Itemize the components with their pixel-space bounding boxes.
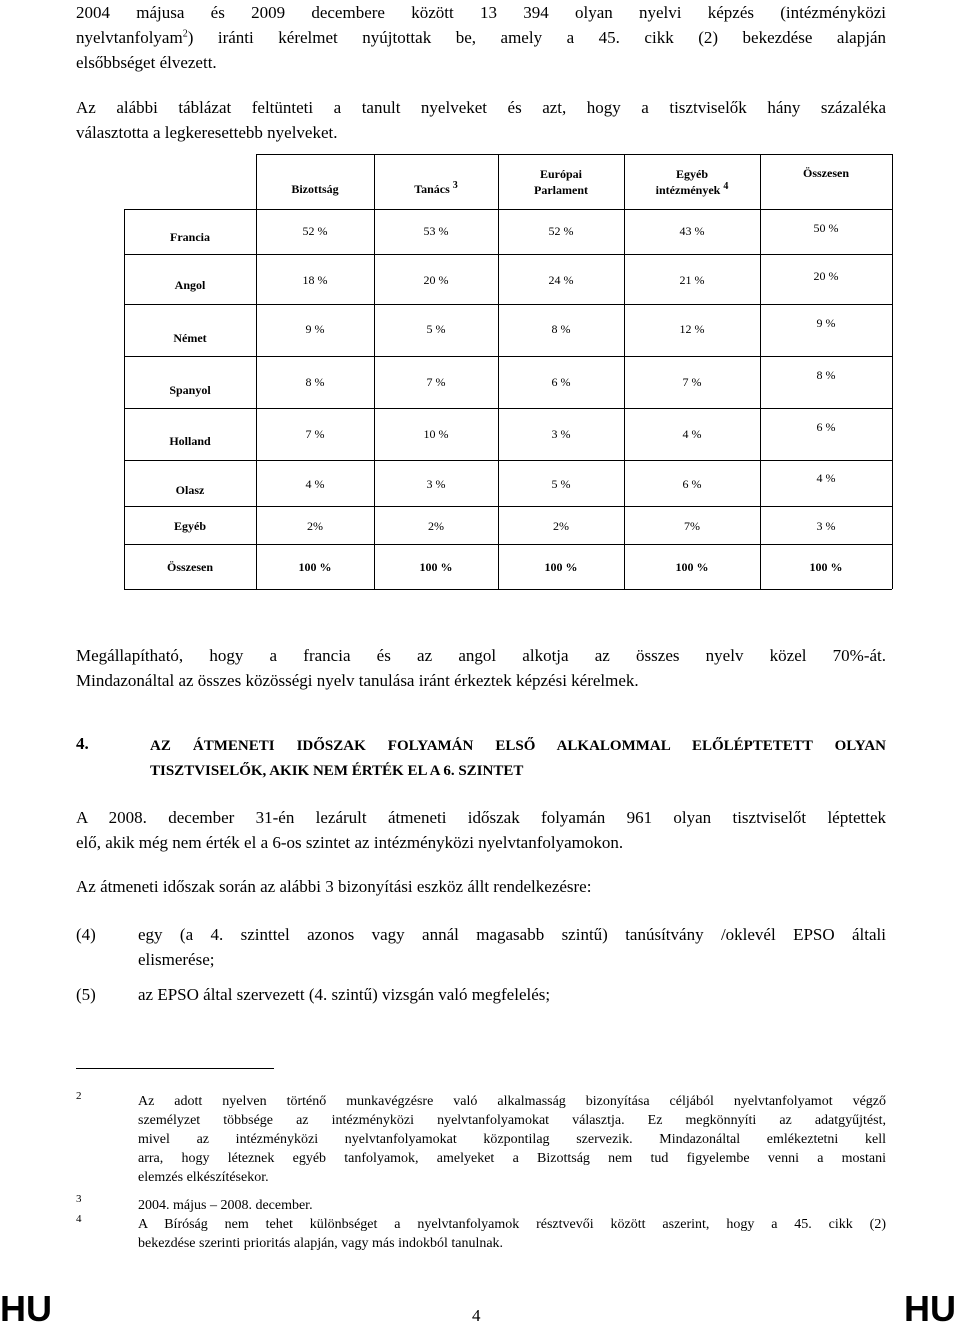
row-label-egyeb: Egyéb (173, 519, 206, 533)
intro-p1-line-2 (76, 25, 886, 50)
row-label-olasz: Olasz (175, 483, 205, 497)
table-cell: 8 % (816, 368, 836, 382)
header-tanacs-label: Tanács (414, 182, 450, 196)
table-cell: 4 % (305, 477, 325, 491)
table-cell: 6 % (551, 375, 571, 389)
language-table (124, 154, 894, 589)
table-cell: 50 % (813, 221, 839, 235)
table-cell: 43 % (679, 224, 705, 238)
table-cell: 5 % (551, 477, 571, 491)
footnote-separator (76, 1068, 274, 1069)
footnote-line: arra, hogy léteznek egyéb tanfolyamok, amelyeket a Bizottság nem tud figyelembe venni a mostani (138, 1151, 886, 1166)
table-cell: 3 % (426, 477, 446, 491)
section-number: 4. (76, 734, 89, 753)
list-item-number: (4) (76, 925, 96, 944)
header-bizottsag: Bizottság (291, 182, 339, 196)
after-table-paragraph (76, 643, 886, 693)
footnote-line: elemzés elkészítésekor. (138, 1170, 269, 1185)
section-heading (150, 734, 886, 784)
footnote-line: 2004. május – 2008. december. (138, 1198, 313, 1213)
table-cell: 6 % (682, 477, 702, 491)
intro-paragraph-1 (76, 0, 886, 75)
row-label-francia: Francia (170, 230, 210, 244)
footnote-line: mivel az intézményközi nyelvtanfolyamokat központilag szervezik. Mindazonáltal emlékeztetni kell (138, 1132, 886, 1147)
header-osszesen: Összesen (803, 166, 849, 180)
header-egyeb-line-1: Egyéb (675, 167, 708, 181)
footnote-ref-4[interactable]: 4 (723, 181, 729, 192)
table-cell: 4 % (682, 427, 702, 441)
intro-p1-line-2a: nyelvtanfolyam (76, 28, 183, 47)
row-label-osszesen: Összesen (167, 560, 213, 574)
section4-paragraph-2: Az átmeneti időszak során az alábbi 3 bizonyítási eszköz állt rendelkezésre: (76, 877, 592, 896)
section4-p1-line-2: elő, akik még nem érték el a 6-os szintet az intézményközi nyelvtanfolyamokon. (76, 833, 624, 852)
header-egyeb-line-2 (624, 182, 760, 198)
table-cell: 53 % (423, 224, 449, 238)
table-cell: 3 % (816, 519, 836, 533)
list-item-number: (5) (76, 985, 96, 1004)
table-cell: 52 % (548, 224, 574, 238)
table-cell: 5 % (426, 322, 446, 336)
list-item-line-2: elismerése; (138, 950, 215, 969)
table-cell: 10 % (423, 427, 449, 441)
after-table-line-1: Megállapítható, hogy a francia és az angol alkotja az összes nyelv közel 70%-át. (76, 646, 886, 665)
footnote-ref-3[interactable]: 3 (452, 180, 458, 191)
page-number: 4 (472, 1306, 481, 1325)
row-label-angol: Angol (174, 278, 206, 292)
table-cell: 100 % (419, 560, 453, 574)
footnote-3 (138, 1196, 886, 1215)
footnote-ref-2[interactable]: 2 (182, 28, 188, 40)
footnote-line: személyzet többsége az intézményközi nyelvtanfolyamokat választja. Ez megkönnyíti az adatgyűjtést, (138, 1113, 886, 1128)
table-cell: 20 % (423, 273, 449, 287)
table-cell: 100 % (298, 560, 332, 574)
table-cell: 8 % (551, 322, 571, 336)
section4-p1-line-1: A 2008. december 31-én lezárult átmeneti időszak folyamán 961 olyan tisztviselőt léptettek (76, 808, 886, 827)
footnote-line: Az adott nyelven történő munkavégzésre való alkalmasság bizonyítása céljából nyelvtanfolyamot végző (138, 1094, 886, 1109)
header-ep-line-1: Európai (539, 167, 582, 181)
table-cell: 52 % (302, 224, 328, 238)
header-egyeb-line-2-text: intézmények (655, 183, 721, 197)
list-item (138, 922, 886, 972)
after-table-line-2: Mindazonáltal az összes közösségi nyelv tanulása iránt érkeztek képzési kérelmek. (76, 671, 639, 690)
table-cell: 6 % (816, 420, 836, 434)
list-item (138, 982, 886, 1007)
footer-language-left: HU (0, 1288, 52, 1329)
table-cell: 2% (307, 519, 323, 533)
footnote-number: 3 (76, 1193, 82, 1205)
intro-p1-line-3: elsőbbséget élvezett. (76, 53, 217, 72)
intro-p1-line-1: 2004 májusa és 2009 decembere között 13 394 olyan nyelvi képzés (intézményközi (76, 3, 886, 22)
table-cell: 7% (684, 519, 700, 533)
intro-p2-line-1: Az alábbi táblázat feltünteti a tanult nyelveket és azt, hogy a tisztviselők hány százaléka (76, 98, 886, 117)
row-label-nemet: Német (173, 331, 207, 345)
list-item-line-1: egy (a 4. szinttel azonos vagy annál magasabb szintű) tanúsítvány /oklevél EPSO általi (138, 925, 886, 944)
footnote-2 (138, 1092, 886, 1187)
section-heading-line-2: TISZTVISELŐK, AKIK NEM ÉRTÉK EL A 6. SZINTET (150, 763, 524, 779)
table-cell: 8 % (305, 375, 325, 389)
table-cell: 100 % (544, 560, 578, 574)
footer-language-right: HU (904, 1288, 956, 1329)
footnote-4 (138, 1215, 886, 1253)
table-cell: 18 % (302, 273, 328, 287)
table-cell: 20 % (813, 269, 839, 283)
table-cell: 7 % (682, 375, 702, 389)
table-cell: 9 % (305, 322, 325, 336)
intro-p2-line-2: választotta a legkeresettebb nyelveket. (76, 123, 338, 142)
table-cell: 4 % (816, 471, 836, 485)
table-cell: 21 % (679, 273, 705, 287)
table-cell: 12 % (679, 322, 705, 336)
table-cell: 7 % (426, 375, 446, 389)
intro-paragraph-2 (76, 95, 886, 145)
footnote-line: bekezdése szerinti prioritás alapján, vagy más indokból tanulnak. (138, 1236, 504, 1251)
table-cell: 100 % (809, 560, 843, 574)
table-cell: 3 % (551, 427, 571, 441)
footnote-line: A Bíróság nem tehet különbséget a nyelvtanfolyamok résztvevői között aszerint, hogy a 45. cikk (2) (138, 1217, 886, 1232)
section4-paragraph-1 (76, 805, 886, 855)
footnote-number: 4 (76, 1213, 82, 1225)
table-cell: 100 % (675, 560, 709, 574)
header-egyeb-intezmenyek (624, 166, 760, 198)
table-cell: 2% (428, 519, 444, 533)
footnote-number: 2 (76, 1090, 82, 1102)
header-ep-line-2: Parlament (534, 183, 588, 197)
list-item-line-1: az EPSO által szervezett (4. szintű) vizsgán való megfelelés; (138, 985, 551, 1004)
intro-p1-line-2b: ) iránti kérelmet nyújtottak be, amely a 45. cikk (2) bekezdése alapján (187, 28, 886, 47)
row-label-spanyol: Spanyol (169, 383, 211, 397)
table-cell: 2% (553, 519, 569, 533)
header-tanacs (374, 182, 498, 197)
section-heading-line-1: AZ ÁTMENETI IDŐSZAK FOLYAMÁN ELSŐ ALKALOMMAL ELŐLÉPTETETT OLYAN (150, 738, 886, 754)
row-label-holland: Holland (169, 434, 211, 448)
table-cell: 9 % (816, 316, 836, 330)
header-europai-parlament (498, 166, 624, 198)
table-cell: 7 % (305, 427, 325, 441)
table-cell: 24 % (548, 273, 574, 287)
